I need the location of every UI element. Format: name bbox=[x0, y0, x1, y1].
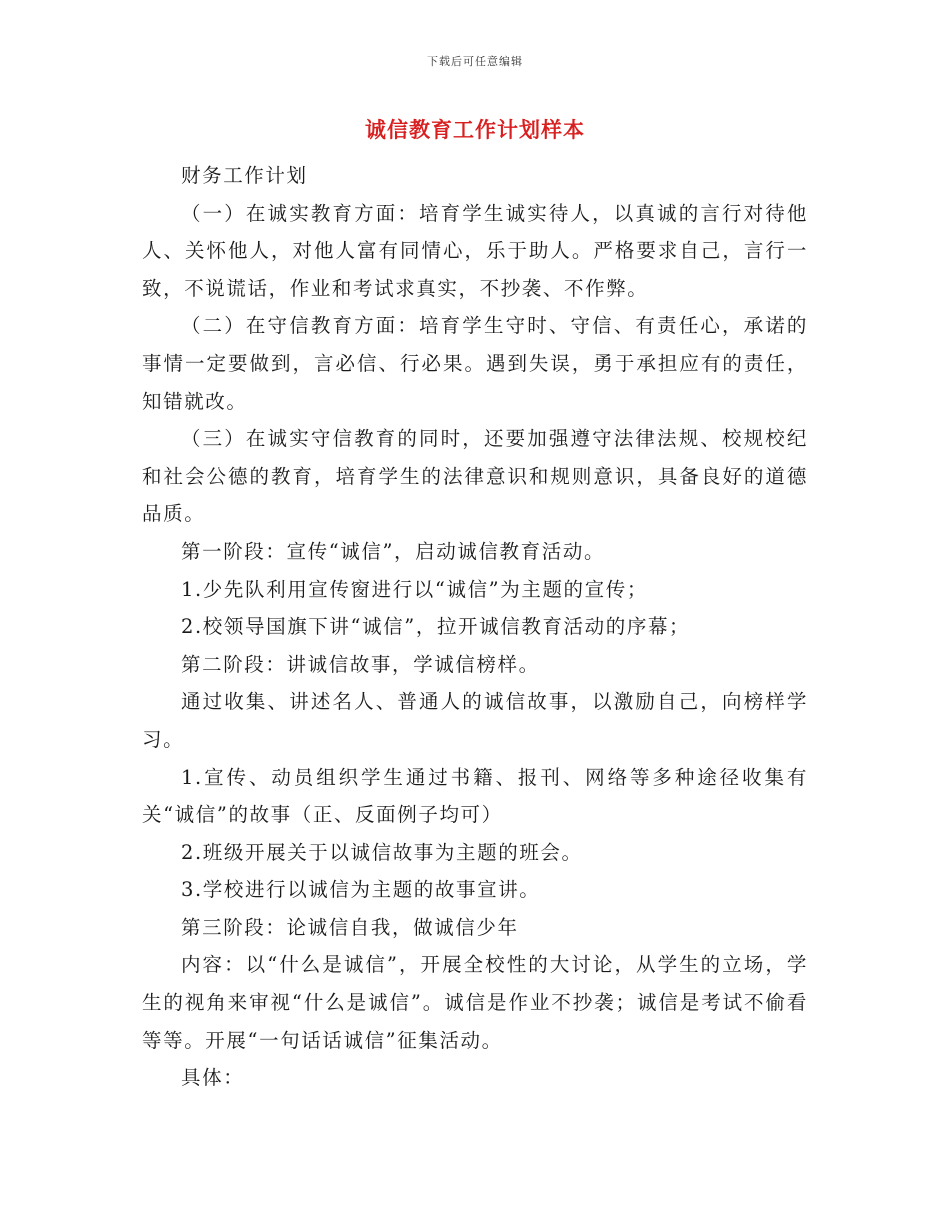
paragraph-stage-three: 第三阶段：论诚信自我，做诚信少年 bbox=[181, 915, 519, 939]
paragraph-law-education: （三）在诚实守信教育的同时，还要加强遵守法律法规、校规校纪和社会公德的教育，培育学生的法律意识和规则意识，具备良好的道德品质。 bbox=[142, 427, 808, 526]
paragraph-stage-one-item-2: 2.校领导国旗下讲“诚信”，拉开诚信教育活动的序幕； bbox=[181, 615, 691, 639]
paragraph-stage-two-item-3: 3.学校进行以诚信为主题的故事宣讲。 bbox=[181, 878, 541, 902]
paragraph-stage-two-item-2: 2.班级开展关于以诚信故事为主题的班会。 bbox=[181, 840, 583, 864]
paragraph-stage-one: 第一阶段：宣传“诚信”，启动诚信教育活动。 bbox=[181, 539, 606, 563]
paragraph-specifics: 具体： bbox=[181, 1066, 245, 1090]
paragraph-trust-education: （二）在守信教育方面：培育学生守时、守信、有责任心，承诺的事情一定要做到，言必信、行必果。遇到失误，勇于承担应有的责任，知错就改。 bbox=[142, 314, 808, 413]
paragraph-stage-two: 第二阶段：讲诚信故事，学诚信榜样。 bbox=[181, 652, 540, 676]
page-header-note: 下载后可任意编辑 bbox=[427, 55, 523, 68]
document-body bbox=[142, 157, 808, 1097]
paragraph-stage-two-item-1: 1.宣传、动员组织学生通过书籍、报刊、网络等多种途径收集有关“诚信”的故事（正、反面例子均可） bbox=[142, 765, 808, 827]
paragraph-honesty-education: （一）在诚实教育方面：培育学生诚实待人，以真诚的言行对待他人、关怀他人，对他人富有同情心，乐于助人。严格要求自己，言行一致，不说谎话，作业和考试求真实，不抄袭、不作弊。 bbox=[142, 201, 808, 300]
paragraph-stage-one-item-1: 1.少先队利用宣传窗进行以“诚信”为主题的宣传； bbox=[181, 577, 648, 601]
document-title: 诚信教育工作计划样本 bbox=[365, 117, 585, 142]
paragraph-stage-two-intro: 通过收集、讲述名人、普通人的诚信故事，以激励自己，向榜样学习。 bbox=[142, 690, 808, 751]
paragraph-stage-three-content: 内容：以“什么是诚信”，开展全校性的大讨论，从学生的立场，学生的视角来审视“什么是诚信”。诚信是作业不抄袭；诚信是考试不偷看等等。开展“一句话话诚信”征集活动。 bbox=[142, 953, 808, 1052]
paragraph-finance-plan: 财务工作计划 bbox=[181, 164, 308, 187]
